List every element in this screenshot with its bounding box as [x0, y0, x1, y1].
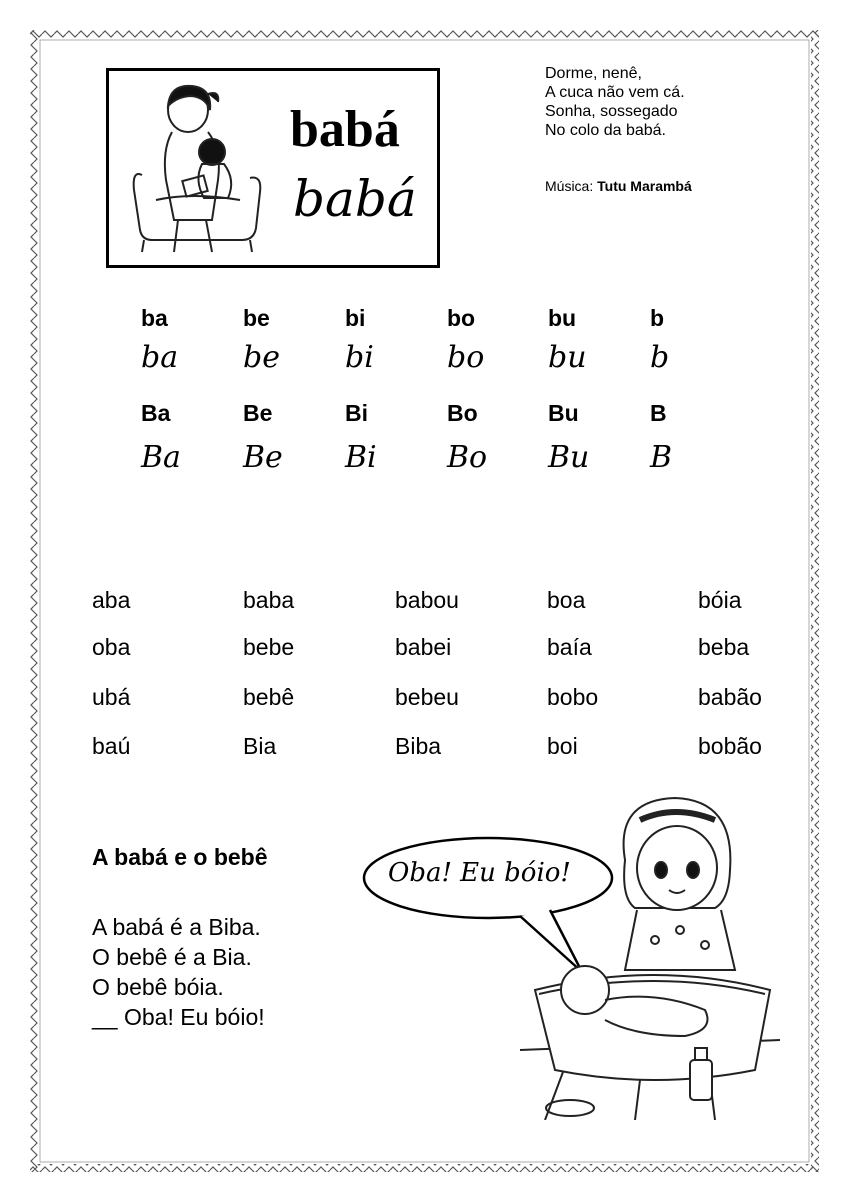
- syllable-print: B: [650, 400, 667, 426]
- story-text: [92, 912, 265, 1032]
- syllable-print: be: [243, 305, 270, 331]
- word-item: bebe: [243, 634, 295, 660]
- syllable-cursive: ba: [141, 340, 179, 375]
- word-item: aba: [92, 587, 131, 613]
- syllable-print: Be: [243, 400, 273, 426]
- speech-bubble-text: Oba! Eu bóio!: [388, 858, 571, 888]
- word-item: babão: [698, 684, 762, 710]
- word-item: beba: [698, 634, 750, 660]
- word-item: bebeu: [395, 684, 459, 710]
- syllable-cursive: b: [650, 340, 670, 375]
- word-item: babei: [395, 634, 452, 660]
- syllable-cursive: bu: [548, 340, 587, 375]
- word-item: bebê: [243, 684, 295, 710]
- syllable-print: bo: [447, 305, 476, 331]
- title-cursive: babá: [293, 170, 417, 228]
- word-item: bobão: [698, 733, 762, 759]
- syllable-cursive: Ba: [141, 440, 181, 475]
- word-item: baú: [92, 733, 131, 759]
- syllable-print: Ba: [141, 400, 171, 426]
- word-item: Bia: [243, 733, 277, 759]
- syllable-cursive: bi: [345, 340, 374, 375]
- story-title: A babá e o bebê: [92, 844, 268, 870]
- syllable-cursive: be: [243, 340, 280, 375]
- syllable-print: bu: [548, 305, 577, 331]
- word-item: boi: [547, 733, 578, 759]
- word-item: bóia: [698, 587, 742, 613]
- syllable-print: Bi: [345, 400, 368, 426]
- poem-line: A cuca não vem cá.: [545, 84, 685, 101]
- syllable-cursive: Be: [243, 440, 283, 475]
- poem-line: No colo da babá.: [545, 122, 666, 139]
- nanny-holding-baby-illustration: [122, 80, 272, 260]
- song-credit: [545, 178, 692, 194]
- girl-bathing-baby-illustration: [515, 790, 785, 1120]
- syllable-print: Bu: [548, 400, 579, 426]
- credit-label: Música:: [545, 178, 594, 194]
- story-line: O bebê é a Bia.: [92, 944, 252, 970]
- poem-line: Sonha, sossegado: [545, 103, 678, 120]
- word-item: bobo: [547, 684, 599, 710]
- syllable-cursive: Bo: [447, 440, 488, 475]
- syllable-cursive: Bu: [548, 440, 590, 475]
- story-line: O bebê bóia.: [92, 974, 224, 1000]
- word-item: baba: [243, 587, 295, 613]
- word-item: baía: [547, 634, 592, 660]
- poem-line: Dorme, nenê,: [545, 65, 642, 82]
- syllable-print: b: [650, 305, 665, 331]
- word-item: oba: [92, 634, 131, 660]
- story-line: A babá é a Biba.: [92, 914, 261, 940]
- poem: [545, 64, 685, 140]
- title-print: babá: [290, 101, 400, 158]
- credit-name: Tutu Marambá: [597, 178, 692, 194]
- story-line: __ Oba! Eu bóio!: [92, 1004, 265, 1030]
- word-item: ubá: [92, 684, 131, 710]
- word-item: boa: [547, 587, 586, 613]
- word-item: babou: [395, 587, 459, 613]
- syllable-cursive: B: [650, 440, 673, 475]
- syllable-cursive: bo: [447, 340, 485, 375]
- syllable-print: ba: [141, 305, 168, 331]
- syllable-print: bi: [345, 305, 366, 331]
- word-item: Biba: [395, 733, 442, 759]
- syllable-cursive: Bi: [345, 440, 377, 475]
- syllable-print: Bo: [447, 400, 478, 426]
